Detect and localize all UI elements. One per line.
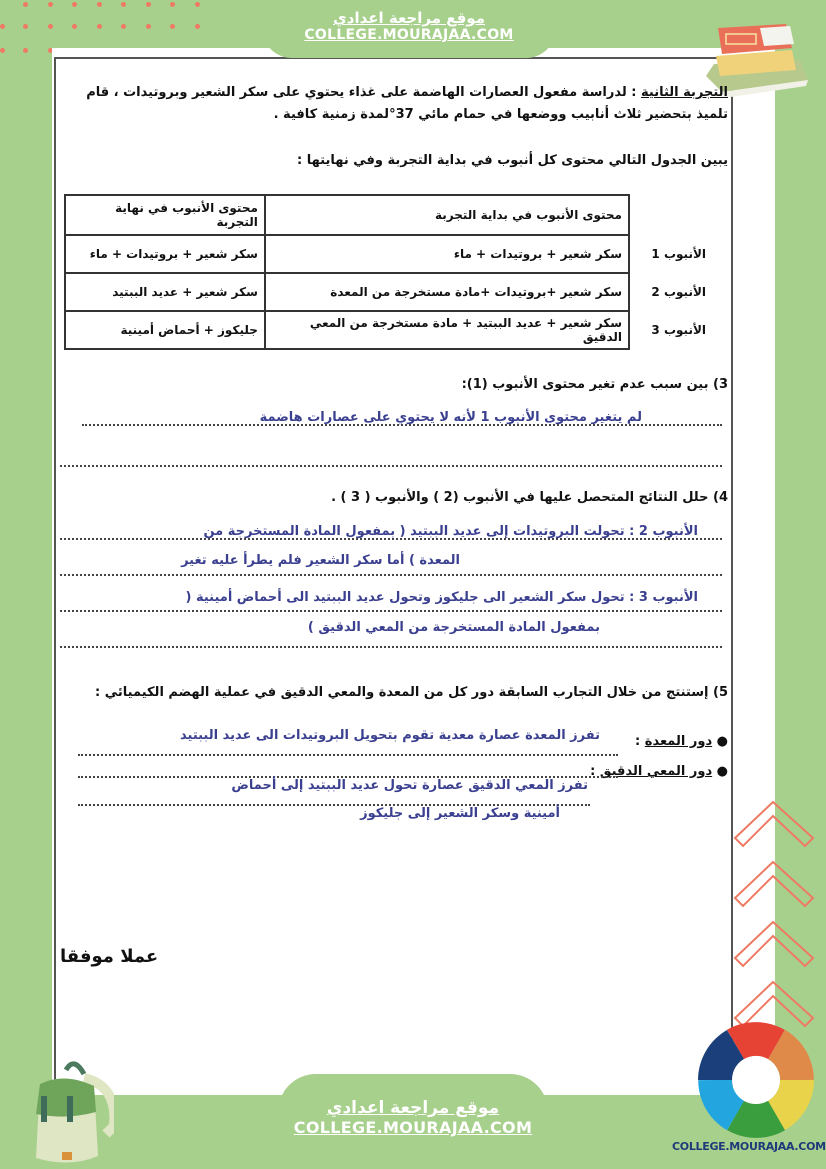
header-site-url[interactable]: COLLEGE.MOURAJAA.COM	[304, 27, 514, 43]
closing-wish: عملا موفقا	[60, 946, 159, 967]
intro-text: : لدراسة مفعول العصارات الهاضمة على غذاء يحتوي على سكر الشعير وبروتيدات ، قام تلميذ بتحضير ثلاث أنابيب ووضعها في حمام مائي 37°لمدة زمنية كافية .	[86, 85, 728, 122]
intestine-role-answer-1: تفرز المعي الدقيق عصارة تحول عديد الببتيد إلى أحماض	[231, 778, 588, 793]
table-intro: يبين الجدول التالي محتوى كل أنبوب في بداية التجربة وفي نهايتها :	[296, 153, 728, 168]
question-5: 5) إستنتج من خلال التجارب السابقة دور كل من المعدة والمعي الدقيق في عملية الهضم الكيميائي :	[95, 685, 728, 700]
answer-line	[78, 754, 618, 756]
answer-4-line-4: بمفعول المادة المستخرجة من المعي الدقيق )	[307, 620, 600, 635]
intro-title: التجربة الثانية	[641, 85, 728, 100]
question-3: 3) بين سبب عدم تغير محتوى الأنبوب (1):	[461, 377, 728, 392]
table-header-cell: محتوى الأنبوب في بداية التجربة	[265, 195, 629, 235]
header-site-tab[interactable]	[262, 0, 556, 58]
experiment-table	[64, 194, 712, 350]
answer-4-line-3: الأنبوب 3 : تحول سكر الشعير الى جليكوز وتحول عديد الببتيد الى أحماض أمينية (	[185, 590, 698, 605]
footer-site-tab[interactable]	[278, 1074, 548, 1169]
footer-site-url[interactable]: COLLEGE.MOURAJAA.COM	[293, 1118, 533, 1137]
bullet-stomach: ● دور المعدة :	[635, 734, 728, 749]
logo-url[interactable]: COLLEGE.MOURAJAA.COM	[672, 1140, 826, 1153]
table-cell: سكر شعير +بروتيدات +مادة مستخرجة من المعدة	[265, 273, 629, 311]
tube-label: الأنبوب 3	[651, 323, 706, 337]
answer-line	[60, 646, 722, 648]
table-cell: جليكوز + أحماض أمينية	[65, 311, 265, 349]
table-cell: سكر شعير + بروتيدات + ماء	[265, 235, 629, 273]
intestine-role-answer-2: أمينية وسكر الشعير إلى جليكوز	[360, 806, 560, 821]
table-header-cell	[629, 195, 712, 235]
table-row	[65, 273, 712, 311]
table-row	[65, 311, 712, 349]
site-logo-wheel	[696, 1020, 816, 1140]
bullet-small-intestine: ● دور المعي الدقيق :	[590, 764, 728, 779]
intro-paragraph	[68, 82, 728, 126]
footer-site-arabic: موقع مراجعة اعدادي	[326, 1098, 500, 1118]
table-row	[65, 235, 712, 273]
answer-line	[60, 574, 722, 576]
tube-label: الأنبوب 1	[651, 247, 706, 261]
stomach-role-answer: تفرز المعدة عصارة معدية تقوم بتحويل البروتيدات الى عديد الببتيد	[180, 728, 600, 743]
header-site-arabic: موقع مراجعة اعدادي	[333, 9, 485, 27]
answer-line	[60, 465, 722, 467]
table-cell: سكر شعير + عديد الببتيد + مادة مستخرجة من المعي الدقيق	[265, 311, 629, 349]
stomach-role-label: دور المعدة	[644, 734, 713, 749]
question-4: 4) حلل النتائج المتحصل عليها في الأنبوب (2 ) والأنبوب ( 3 ) .	[331, 490, 728, 505]
answer-4-line-1: الأنبوب 2 : تحولت البروتيدات إلى عديد الببتيد ( بمفعول المادة المستخرجة من	[203, 524, 698, 539]
table-header-cell: محتوى الأنبوب في نهاية التجربة	[65, 195, 265, 235]
answer-3: لم يتغير محتوى الأنبوب 1 لأنه لا يحتوي على عصارات هاضمة	[259, 410, 642, 425]
chevron-up-icon	[733, 790, 823, 1030]
table-header-row	[65, 195, 712, 235]
answer-4-line-2: المعدة ) أما سكر الشعير فلم يطرأ عليه تغير	[181, 553, 460, 568]
table-cell: سكر شعير + بروتيدات + ماء	[65, 235, 265, 273]
intestine-role-label: دور المعي الدقيق	[599, 764, 713, 779]
tube-label: الأنبوب 2	[651, 285, 706, 299]
answer-line	[60, 610, 722, 612]
backpack-illustration	[14, 1056, 114, 1166]
table-cell: سكر شعير + عديد الببتيد	[65, 273, 265, 311]
